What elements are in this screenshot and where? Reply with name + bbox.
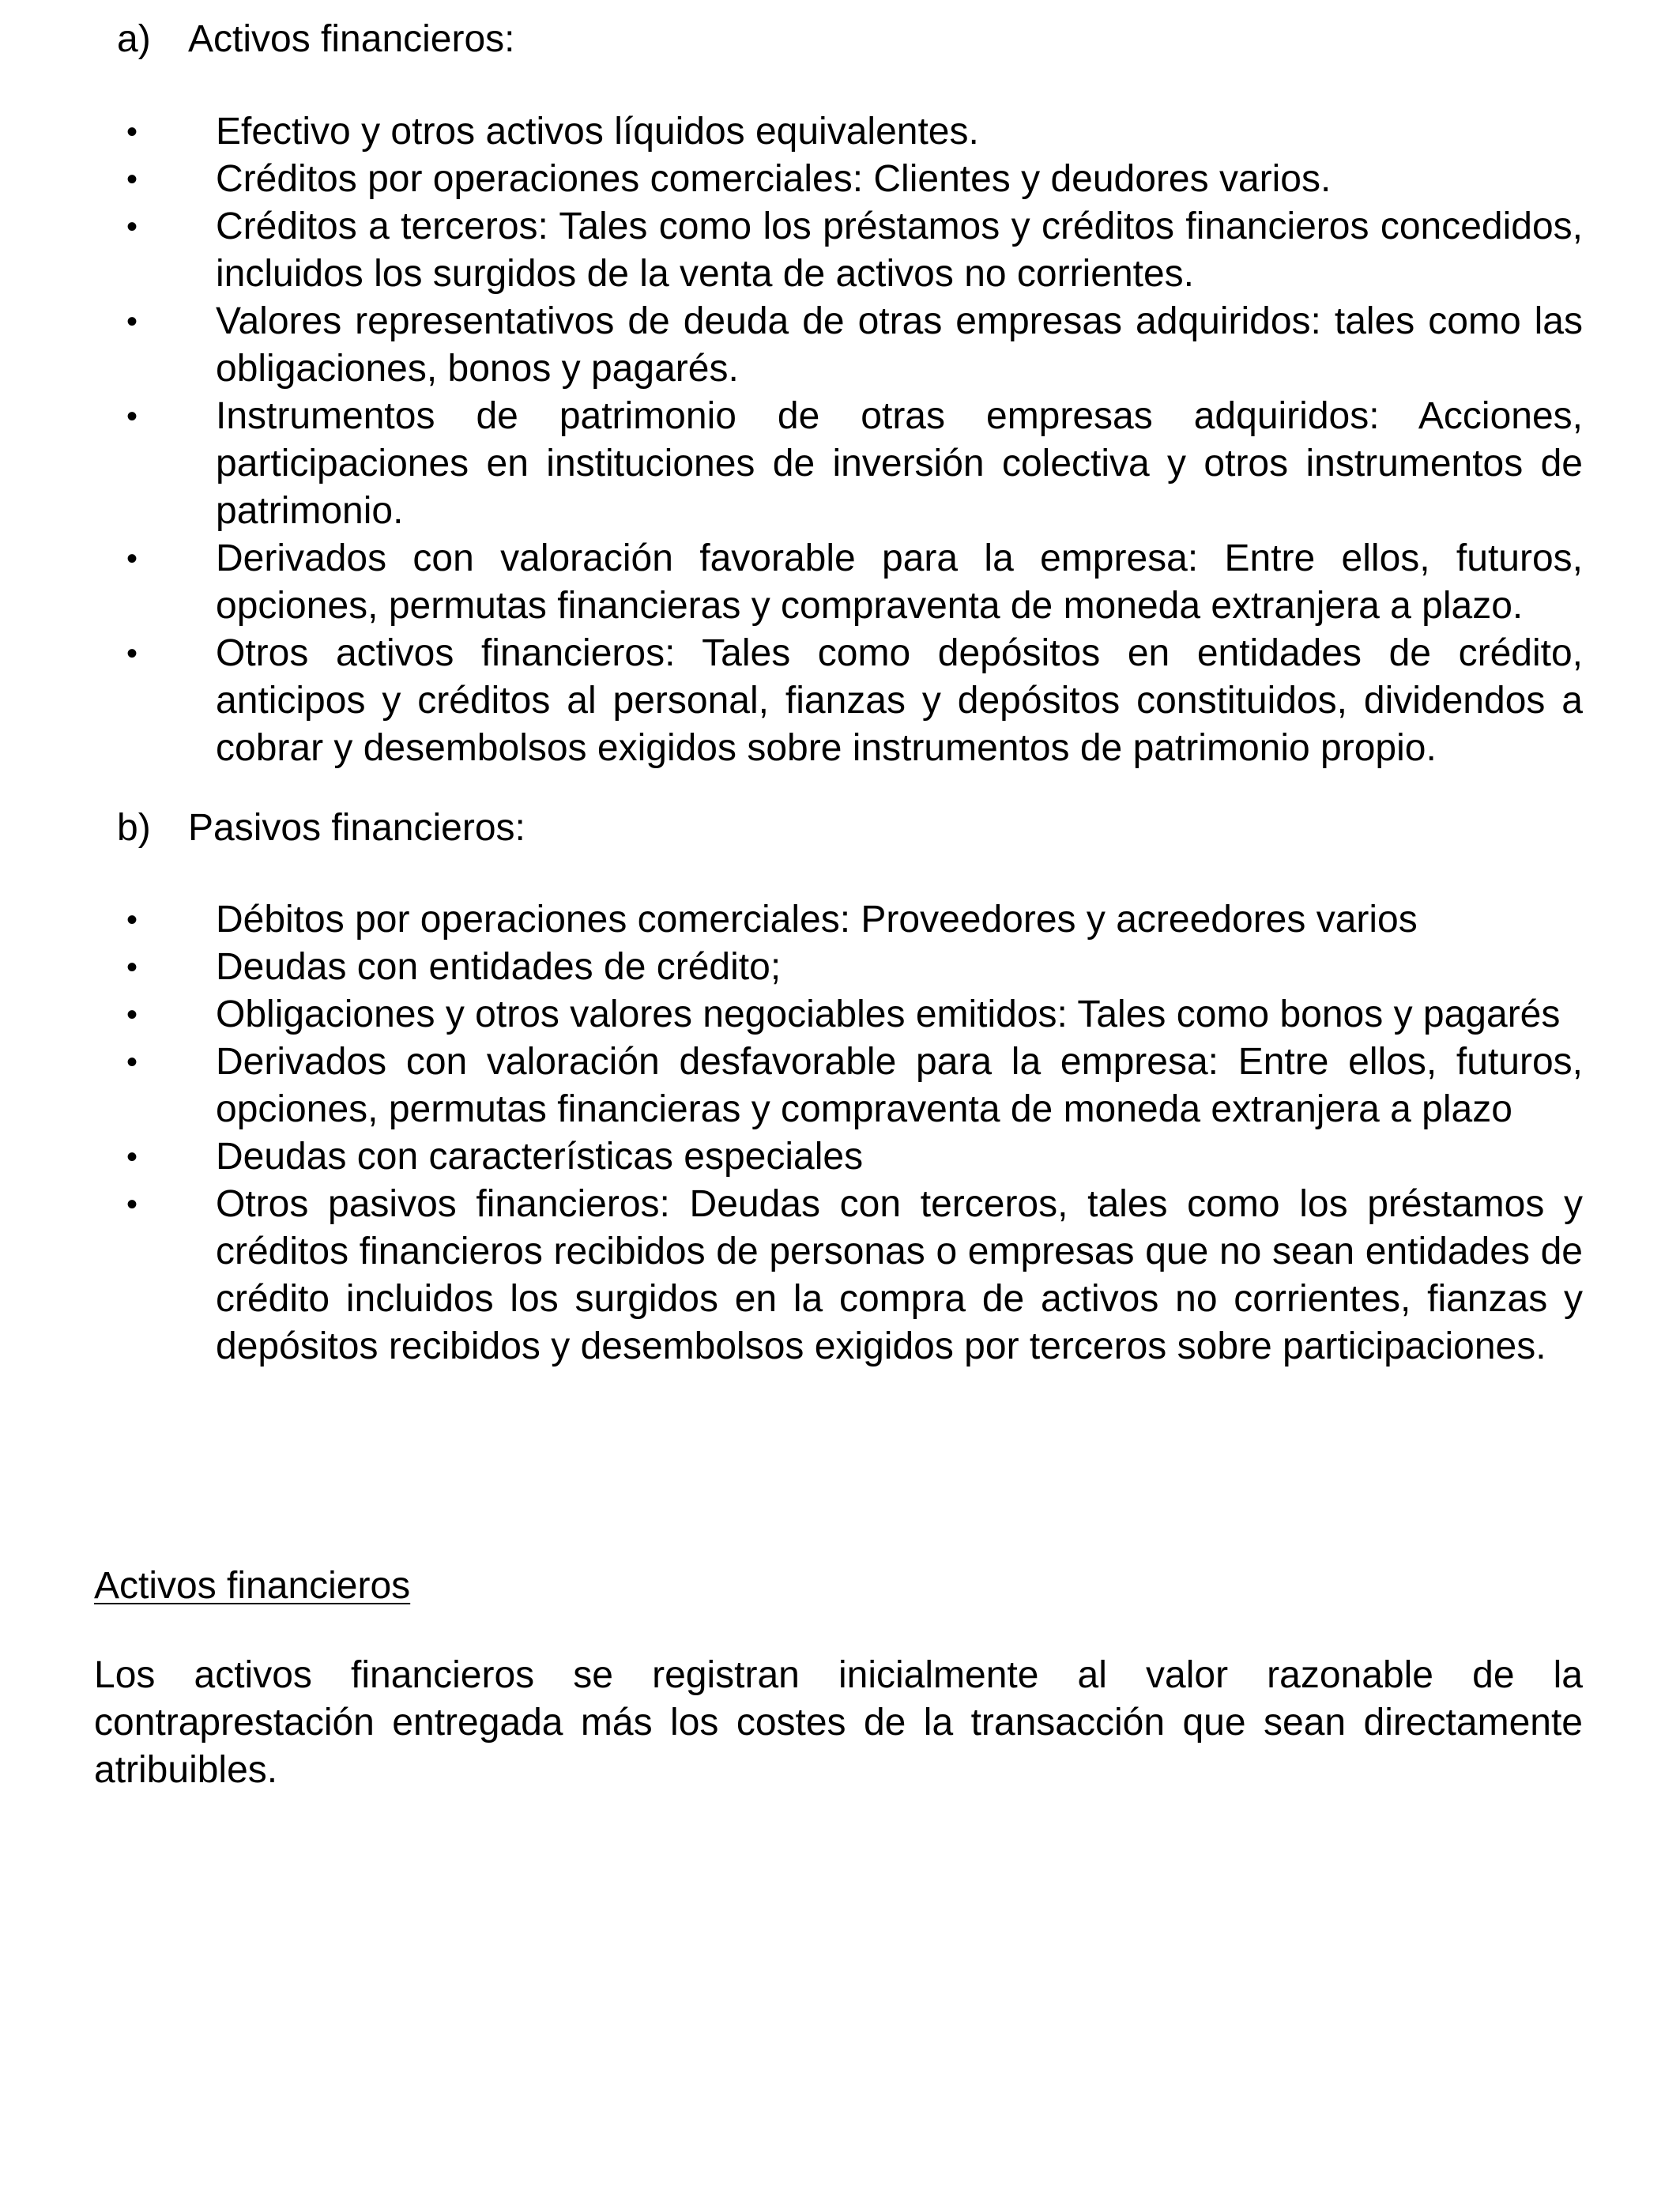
list-item-text: Otros activos financieros: Tales como depósitos en entidades de crédito, anticipos y créditos al personal, fianzas y depósitos constituidos, dividendos a cobrar y desembolsos exigidos sobre instrumentos de patrimonio propio. bbox=[216, 632, 1583, 769]
list-item bbox=[0, 896, 1583, 944]
list-item-text: Obligaciones y otros valores negociables emitidos: Tales como bonos y pagarés bbox=[216, 993, 1561, 1035]
list-item bbox=[0, 203, 1583, 298]
subheading-activos-financieros: Activos financieros bbox=[94, 1565, 411, 1607]
bullet-icon: • bbox=[126, 950, 138, 985]
list-item bbox=[0, 1039, 1583, 1133]
list-item bbox=[0, 393, 1583, 535]
list-item-text: Débitos por operaciones comerciales: Proveedores y acreedores varios bbox=[216, 899, 1418, 941]
bullet-icon: • bbox=[126, 1187, 138, 1222]
body-paragraph: Los activos financieros se registran inicialmente al valor razonable de la contraprestación entregada más los costes de la transacción que sean directamente atribuibles. bbox=[94, 1654, 1583, 1791]
bullet-icon: • bbox=[126, 1140, 138, 1174]
list-item-text: Deudas con entidades de crédito; bbox=[216, 946, 782, 988]
bullet-icon: • bbox=[126, 162, 138, 197]
section-b-title: Pasivos financieros: bbox=[188, 807, 525, 849]
bullet-icon: • bbox=[126, 997, 138, 1032]
bullet-icon: • bbox=[126, 903, 138, 937]
list-item bbox=[0, 1181, 1583, 1370]
list-item-text: Derivados con valoración desfavorable para la empresa: Entre ellos, futuros, opciones, permutas financieras y compraventa de moneda extranjera a plazo bbox=[216, 1041, 1583, 1130]
bullet-icon: • bbox=[126, 636, 138, 671]
list-item-text: Instrumentos de patrimonio de otras empresas adquiridos: Acciones, participaciones en instituciones de inversión colectiva y otros instrumentos de patrimonio. bbox=[216, 395, 1583, 532]
section-b-heading bbox=[117, 805, 525, 852]
bullet-icon: • bbox=[126, 209, 138, 244]
list-item-text: Créditos a terceros: Tales como los préstamos y créditos financieros concedidos, incluidos los surgidos de la venta de activos no corrientes. bbox=[216, 205, 1583, 295]
section-a-title: Activos financieros: bbox=[188, 18, 515, 60]
list-item-text: Derivados con valoración favorable para la empresa: Entre ellos, futuros, opciones, permutas financieras y compraventa de moneda extranjera a plazo. bbox=[216, 537, 1583, 627]
section-b-marker: b) bbox=[117, 807, 151, 849]
list-item bbox=[0, 535, 1583, 630]
section-a-marker: a) bbox=[117, 18, 151, 60]
bullet-icon: • bbox=[126, 541, 138, 576]
bullet-icon: • bbox=[126, 1045, 138, 1080]
list-item bbox=[0, 991, 1583, 1039]
section-a-heading bbox=[117, 16, 515, 63]
bullet-icon: • bbox=[126, 399, 138, 434]
list-item-text: Valores representativos de deuda de otras empresas adquiridos: tales como las obligaciones, bonos y pagarés. bbox=[216, 300, 1583, 390]
list-item-text: Créditos por operaciones comerciales: Clientes y deudores varios. bbox=[216, 158, 1332, 200]
section-a-list bbox=[0, 108, 1680, 772]
bullet-icon: • bbox=[126, 115, 138, 149]
list-item-text: Otros pasivos financieros: Deudas con terceros, tales como los préstamos y créditos financieros recibidos de personas o empresas que no sean entidades de crédito incluidos los surgidos en la compra de activos no corrientes, fianzas y depósitos recibidos y desembolsos exigidos por terceros sobre participaciones. bbox=[216, 1183, 1583, 1367]
list-item-text: Efectivo y otros activos líquidos equivalentes. bbox=[216, 111, 979, 153]
list-item-text: Deudas con características especiales bbox=[216, 1136, 864, 1178]
list-item bbox=[0, 944, 1583, 991]
list-item bbox=[0, 1133, 1583, 1181]
list-item bbox=[0, 630, 1583, 772]
bullet-icon: • bbox=[126, 304, 138, 339]
section-b-list bbox=[0, 896, 1680, 1370]
list-item bbox=[0, 108, 1583, 156]
list-item bbox=[0, 156, 1583, 203]
list-item bbox=[0, 298, 1583, 393]
